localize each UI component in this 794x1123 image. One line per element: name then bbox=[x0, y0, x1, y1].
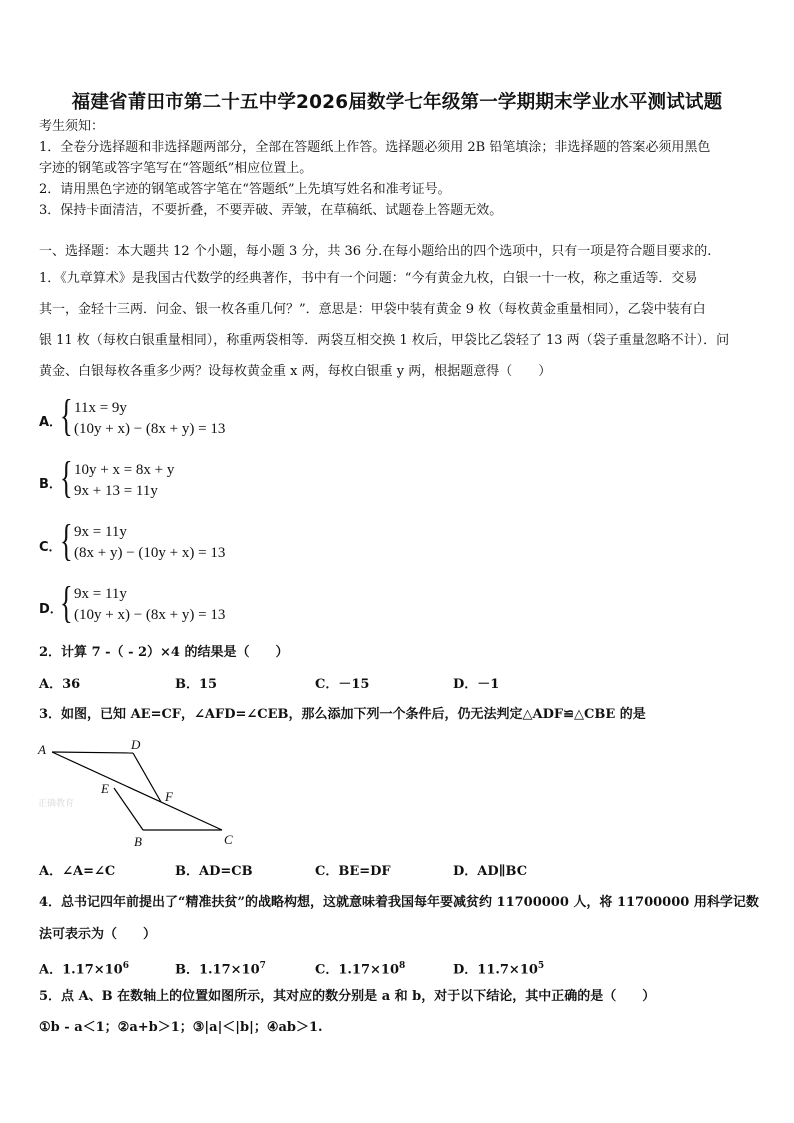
q4-option-a bbox=[39, 958, 129, 978]
notice-heading: 考生须知： bbox=[39, 119, 105, 134]
point-label-b: B bbox=[134, 834, 142, 849]
equation: 10y + x = 8x + y bbox=[74, 462, 175, 478]
question-3-stem: 3．如图，已知 AE=CF，∠AFD=∠CEB，那么添加下列一个条件后，仍无法判定△ADF≌△CBE 的是 bbox=[39, 707, 646, 722]
q3-option-c: C．BE=DF bbox=[315, 864, 391, 879]
equation: (10y + x) − (8x + y) = 13 bbox=[74, 421, 226, 437]
q2-option-d: D．－1 bbox=[453, 677, 500, 692]
option-base: B．1.17×10 bbox=[175, 962, 260, 978]
brace-icon: { bbox=[60, 578, 73, 627]
notice-line: 3．保持卡面清洁，不要折叠，不要弄破、弄皱，在草稿纸、试题卷上答题无效。 bbox=[39, 203, 503, 218]
q1-option-c-label: C． bbox=[39, 540, 62, 555]
brace-icon: { bbox=[60, 391, 73, 440]
brace-icon: { bbox=[60, 453, 73, 502]
q1-option-d-label: D． bbox=[39, 602, 63, 617]
equation: 9x = 11y bbox=[74, 524, 127, 540]
line-eb bbox=[114, 788, 143, 830]
point-label-a: A bbox=[38, 742, 46, 757]
q1-option-b-label: B． bbox=[39, 477, 62, 492]
q2-option-c: C．－15 bbox=[315, 677, 370, 692]
point-label-d: D bbox=[131, 737, 141, 752]
q3-option-a: A．∠A=∠C bbox=[39, 864, 116, 879]
equation: (10y + x) − (8x + y) = 13 bbox=[74, 607, 226, 623]
point-label-e: E bbox=[101, 781, 109, 796]
watermark: 正确教育 bbox=[38, 799, 75, 809]
option-exponent: 7 bbox=[259, 961, 266, 971]
option-exponent: 6 bbox=[122, 961, 129, 971]
q4-option-c bbox=[315, 958, 405, 978]
equation: 9x + 13 = 11y bbox=[74, 483, 158, 499]
line-ad bbox=[52, 752, 133, 753]
q4-option-b bbox=[175, 958, 266, 978]
question-1-line: 银 11 枚（每枚白银重量相同），称重两袋相等．两袋互相交换 1 枚后，甲袋比乙袋轻了 13 两（袋子重量忽略不计）．问 bbox=[39, 333, 730, 348]
option-exponent: 8 bbox=[399, 961, 406, 971]
q3-option-b: B．AD=CB bbox=[175, 864, 253, 879]
question-1-line: 黄金、白银每枚各重多少两？设每枚黄金重 x 两，每枚白银重 y 两，根据题意得（ ） bbox=[39, 364, 552, 379]
question-1-line: 其一，金轻十三两．问金、银一枚各重几何？”．意思是：甲袋中装有黄金 9 枚（每枚黄金重量相同），乙袋中装有白 bbox=[39, 302, 706, 317]
line-df bbox=[133, 753, 161, 802]
question-5-conclusions: ①b - a＜1；②a+b＞1；③|a|＜|b|；④ab＞1. bbox=[39, 1020, 323, 1035]
equation: 11x = 9y bbox=[74, 400, 127, 416]
point-label-f: F bbox=[165, 789, 173, 804]
question-5-stem: 5．点 A、B 在数轴上的位置如图所示，其对应的数分别是 a 和 b，对于以下结论，其中正确的是（ ） bbox=[39, 989, 656, 1004]
notice-line: 字迹的钢笔或答字笔写在“答题纸”相应位置上。 bbox=[39, 161, 313, 176]
question-1-line: 1．《九章算术》是我国古代数学的经典著作，书中有一个问题：“今有黄金九枚，白银一十一枚，称之重适等．交易 bbox=[39, 271, 698, 286]
notice-line: 2．请用黑色字迹的钢笔或答字笔在“答题纸”上先填写姓名和准考证号。 bbox=[39, 182, 451, 197]
q3-option-d: D．AD∥BC bbox=[453, 864, 528, 879]
option-base: A．1.17×10 bbox=[39, 962, 123, 978]
section-heading: 一、选择题：本大题共 12 个小题，每小题 3 分，共 36 分.在每小题给出的四个选项中，只有一项是符合题目要求的. bbox=[39, 244, 712, 259]
brace-icon: { bbox=[60, 516, 73, 565]
point-label-c: C bbox=[224, 832, 233, 847]
equation: (8x + y) − (10y + x) = 13 bbox=[74, 545, 226, 561]
q2-option-b: B．15 bbox=[175, 677, 218, 692]
q4-option-d bbox=[453, 958, 544, 978]
q1-option-a-label: A． bbox=[39, 415, 63, 430]
question-2-stem: 2．计算 7 -（ - 2）×4 的结果是（ ） bbox=[39, 645, 289, 660]
equation: 9x = 11y bbox=[74, 586, 127, 602]
question-4-line: 4．总书记四年前提出了“精准扶贫”的战略构想，这就意味着我国每年要减贫约 11700000 人，将 11700000 用科学记数 bbox=[39, 895, 759, 910]
line-ac bbox=[52, 752, 222, 830]
page-title: 福建省莆田市第二十五中学2026届数学七年级第一学期期末学业水平测试试题 bbox=[71, 92, 723, 113]
question-4-line: 法可表示为（ ） bbox=[39, 927, 157, 942]
option-exponent: 5 bbox=[537, 961, 545, 971]
q2-option-a: A．36 bbox=[39, 677, 81, 692]
option-base: D．11.7×10 bbox=[453, 962, 538, 978]
option-base: C．1.17×10 bbox=[315, 962, 399, 978]
notice-line: 1．全卷分选择题和非选择题两部分，全部在答题纸上作答。选择题必须用 2B 铅笔填涂；非选择题的答案必须用黑色 bbox=[39, 140, 711, 155]
